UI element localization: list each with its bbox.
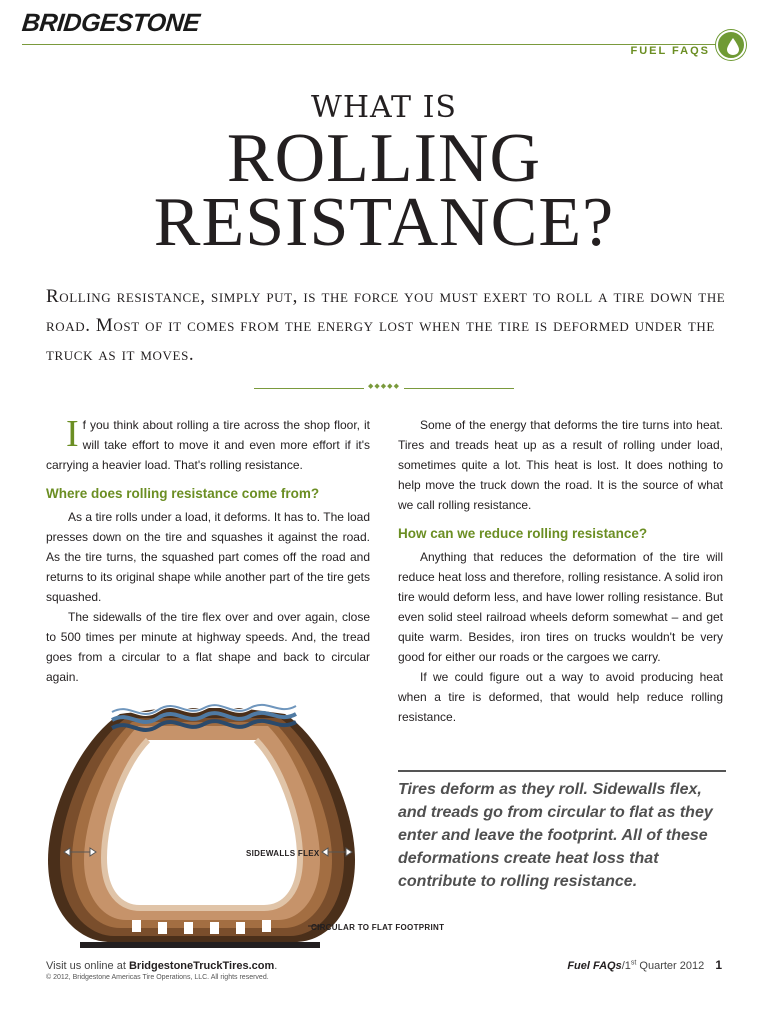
label-footprint: CIRCULAR TO FLAT FOOTPRINT	[311, 923, 445, 932]
fuel-drop-icon	[716, 30, 746, 60]
left-column	[46, 415, 370, 687]
divider-left	[254, 388, 364, 389]
left-paragraph-2: As a tire rolls under a load, it deforms. It has to. The load presses down on the tire and squashes it against the road. As the tire turns, the squashed part comes off the road and returns to its original shape while another part of the tire gets squashed.	[46, 510, 370, 604]
footer-url-link[interactable]: BridgestoneTruckTires.com	[128, 960, 275, 972]
heading-how: How can we reduce rolling resistance?	[398, 526, 648, 541]
tire-cavity	[104, 740, 300, 908]
road-surface	[80, 942, 320, 948]
footer-visit-prefix: Visit us online at	[46, 960, 126, 972]
header-rule	[22, 44, 722, 45]
footer-issue-sup: st	[630, 959, 637, 967]
heading-where: Where does rolling resistance come from?	[46, 486, 320, 501]
left-paragraph-3: The sidewalls of the tire flex over and over again, close to 500 times per minute at highway speeds. And, the tread goes from a circular to a flat shape and back to circular again.	[46, 610, 370, 684]
section-label: FUEL FAQS	[630, 45, 710, 57]
right-column	[398, 415, 723, 727]
left-paragraph-1	[46, 415, 370, 475]
right-paragraph-1: Some of the energy that deforms the tire turns into heat. Tires and treads heat up as a result of rolling under load, sometimes quite a lot. This heat is lost. It does nothing to help move the truck down the road. It is the source of what we call rolling resistance.	[398, 418, 723, 512]
callout-quote: Tires deform as they roll. Sidewalls flex, and treads go from circular to flat as they enter and leave the footprint. All of these deformations create heat loss that contribute to rolling resistance.	[398, 770, 726, 893]
dropcap: I	[66, 413, 79, 455]
footer-issue-name: Fuel FAQs	[567, 960, 622, 972]
intro-paragraph: Rolling resistance, simply put, is the force you must exert to roll a tire down the road. Most of it comes from the energy lost when the tire is deformed under the truck as it moves.	[46, 286, 726, 365]
bridgestone-logo: BRIDGESTONE	[20, 9, 201, 37]
footer-copyright: © 2012, Bridgestone Americas Tire Operations, LLC. All rights reserved.	[46, 974, 269, 981]
right-paragraph-2: Anything that reduces the deformation of the tire will reduce heat loss and therefore, rolling resistance. A solid iron tire would deform less, and have lower rolling resistance. But even solid steel railroad wheels deform somewhat – and get quite warm. Besides, iron tires on trucks wouldn't be very good for either our roads or the cargoes we carry.	[398, 550, 723, 664]
tire-deformation-illustration	[40, 700, 400, 950]
footer-issue	[567, 958, 722, 972]
left-paragraph-1-text: f you think about rolling a tire across the shop floor, it will take effort to move it and even more effort if it's carrying a heavier load. That's rolling resistance.	[46, 418, 370, 472]
label-sidewalls-flex: SIDEWALLS FLEX	[246, 849, 320, 858]
divider-right	[404, 388, 514, 389]
footer-visit	[46, 960, 277, 972]
title-line-2: ROLLING	[226, 120, 542, 197]
divider-ornament: ◆◆◆◆◆	[368, 383, 400, 390]
right-paragraph-3: If we could figure out a way to avoid producing heat when a tire is deformed, that would help reduce rolling resistance.	[398, 670, 723, 724]
title-line-1: WHAT IS	[311, 90, 457, 125]
footer-visit-suffix: .	[274, 960, 278, 972]
page-number: 1	[715, 958, 722, 972]
footer-issue-quarter: Quarter 2012	[639, 960, 705, 972]
footer-issue-sep: /1	[621, 960, 631, 972]
title-line-3: RESISTANCE?	[153, 184, 615, 261]
